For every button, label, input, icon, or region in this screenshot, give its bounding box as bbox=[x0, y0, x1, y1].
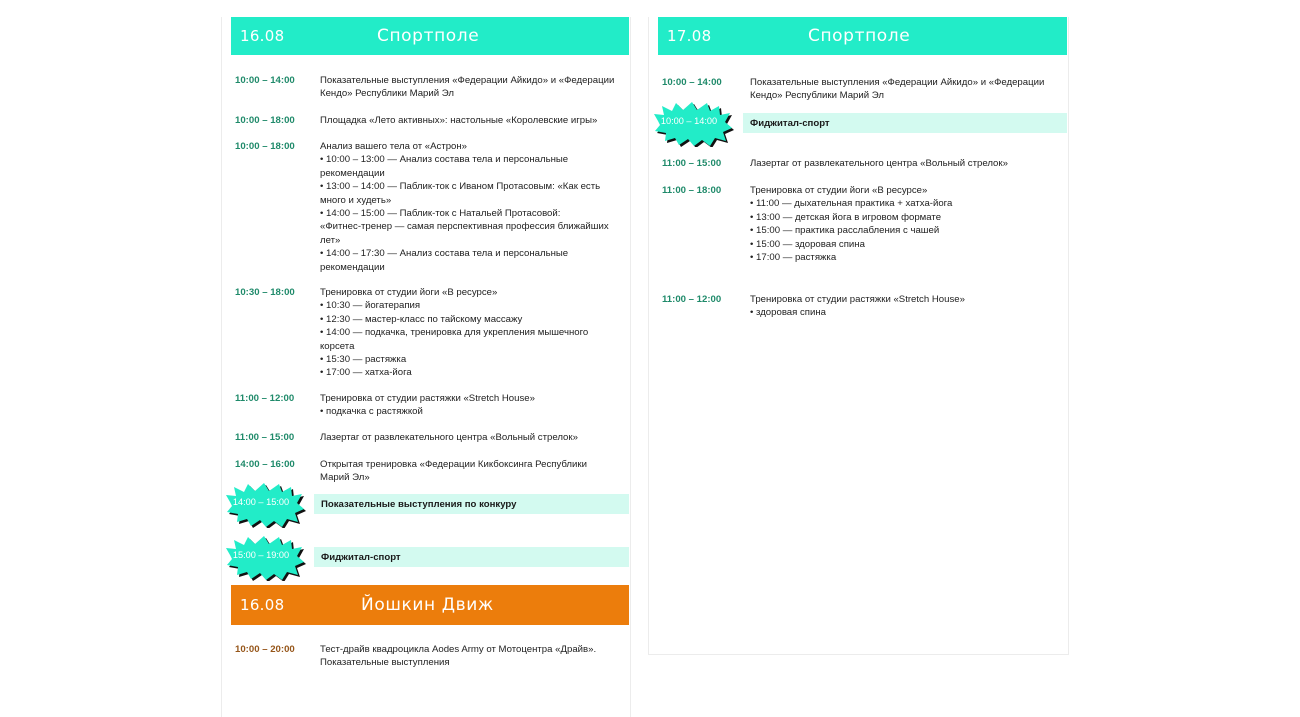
event-description-line: Кендо» Республики Марий Эл bbox=[320, 88, 454, 100]
section-date: 16.08 bbox=[240, 27, 285, 45]
burst-time: 14:00 – 15:00 bbox=[232, 497, 290, 507]
event-description-line: • подкачка с растяжкой bbox=[320, 406, 423, 418]
section-venue: Йошкин Движ bbox=[361, 595, 494, 615]
event-description-line: • 12:30 — мастер-класс по тайскому массажу bbox=[320, 313, 523, 325]
event-time: 11:00 – 12:00 bbox=[235, 393, 295, 404]
highlight-event-row bbox=[314, 547, 629, 567]
section-header-sportpole-16-08 bbox=[231, 17, 629, 55]
highlight-event-title: Фиджитал-спорт bbox=[750, 117, 830, 129]
event-time: 10:00 – 18:00 bbox=[235, 141, 295, 152]
section-venue: Спортполе bbox=[377, 26, 480, 46]
event-time: 10:00 – 20:00 bbox=[235, 644, 295, 655]
event-description bbox=[320, 114, 630, 127]
event-description-line: • 14:00 — подкачка, тренировка для укрепления мышечного bbox=[320, 327, 589, 339]
event-description-line: много и худеть» bbox=[320, 194, 392, 206]
event-description-line: • 15:00 — практика расслабления с чашей bbox=[750, 225, 940, 237]
event-description-line: лет» bbox=[320, 234, 341, 246]
event-description-line: Показательные выступления «Федерации Айкидо» и «Федерации bbox=[320, 75, 615, 86]
event-description-line: «Фитнес-тренер — самая перспективная профессия ближайших bbox=[320, 221, 609, 233]
event-description bbox=[750, 293, 1060, 320]
highlight-event-title: Показательные выступления по конкуру bbox=[321, 498, 517, 510]
event-description-line: Марий Эл» bbox=[320, 472, 370, 484]
event-description-line: • 17:00 — хатха-йога bbox=[320, 367, 412, 379]
time-burst-badge bbox=[224, 535, 304, 579]
event-time: 10:30 – 18:00 bbox=[235, 287, 295, 298]
event-description-line: корсета bbox=[320, 340, 355, 352]
event-description-line: Лазертаг от развлекательного центра «Вольный стрелок» bbox=[320, 432, 578, 443]
event-description-line: Тренировка от студии растяжки «Stretch House» bbox=[750, 294, 965, 305]
event-description-line: Лазертаг от развлекательного центра «Вольный стрелок» bbox=[750, 158, 1008, 169]
event-description-line: Анализ вашего тела от «Астрон» bbox=[320, 141, 468, 152]
event-description-line: Площадка «Лето активных»: настольные «Королевские игры» bbox=[320, 115, 598, 126]
event-description bbox=[750, 157, 1060, 170]
event-time: 11:00 – 15:00 bbox=[235, 432, 295, 443]
event-description-line: • 15:00 — здоровая спина bbox=[750, 238, 865, 250]
event-description-line: Показательные выступления «Федерации Айкидо» и «Федерации bbox=[750, 77, 1045, 88]
event-description-line: • 10:30 — йогатерапия bbox=[320, 300, 421, 312]
event-description bbox=[750, 184, 1060, 264]
section-date: 17.08 bbox=[667, 27, 712, 45]
highlight-event-title: Фиджитал-спорт bbox=[321, 551, 401, 563]
highlight-event-row bbox=[314, 494, 629, 514]
event-description-line: Открытая тренировка «Федерации Кикбоксинга Республики bbox=[320, 459, 587, 470]
section-header-yoshkin-dvizh-16-08 bbox=[231, 585, 629, 625]
event-description bbox=[750, 76, 1060, 103]
event-description bbox=[320, 643, 630, 670]
event-description-line: • 11:00 — дыхательная практика + хатха-йога bbox=[750, 198, 953, 210]
section-date: 16.08 bbox=[240, 596, 285, 614]
event-description-line: Тренировка от студии йоги «В ресурсе» bbox=[750, 185, 928, 196]
event-description-line: • 14:00 – 17:30 — Анализ состава тела и персональные bbox=[320, 248, 569, 260]
event-description bbox=[320, 286, 630, 380]
section-venue: Спортполе bbox=[808, 26, 911, 46]
event-description-line: Тренировка от студии растяжки «Stretch House» bbox=[320, 393, 535, 404]
event-description-line: Кендо» Республики Марий Эл bbox=[750, 90, 884, 102]
event-description bbox=[320, 431, 630, 444]
event-description-line: • здоровая спина bbox=[750, 307, 826, 319]
event-description bbox=[320, 74, 630, 101]
event-description-line: Тест-драйв квадроцикла Aodes Army от Мотоцентра «Драйв». bbox=[320, 644, 597, 655]
event-time: 11:00 – 12:00 bbox=[662, 294, 722, 305]
event-description-line: • 10:00 – 13:00 — Анализ состава тела и персональные bbox=[320, 154, 569, 166]
event-description-line: рекомендации bbox=[320, 261, 385, 273]
event-description-line: • 13:00 – 14:00 — Паблик-ток с Иваном Протасовым: «Как есть bbox=[320, 181, 601, 193]
event-time: 11:00 – 18:00 bbox=[662, 185, 722, 196]
event-description bbox=[320, 140, 630, 274]
event-description-line: Показательные выступления bbox=[320, 657, 450, 669]
event-description bbox=[320, 392, 630, 419]
event-time: 10:00 – 18:00 bbox=[235, 115, 295, 126]
section-header-sportpole-17-08 bbox=[658, 17, 1067, 55]
event-description-line: • 14:00 – 15:00 — Паблик-ток с Натальей Протасовой: bbox=[320, 208, 561, 220]
event-time: 10:00 – 14:00 bbox=[662, 77, 722, 88]
burst-time: 10:00 – 14:00 bbox=[660, 116, 718, 126]
time-burst-badge bbox=[652, 101, 732, 145]
burst-time: 15:00 – 19:00 bbox=[232, 550, 290, 560]
event-description-line: • 15:30 — растяжка bbox=[320, 354, 407, 366]
time-burst-badge bbox=[224, 482, 304, 526]
event-description bbox=[320, 458, 630, 485]
highlight-event-row bbox=[743, 113, 1067, 133]
event-description-line: рекомендации bbox=[320, 167, 385, 179]
event-description-line: • 13:00 — детская йога в игровом формате bbox=[750, 211, 942, 223]
event-time: 14:00 – 16:00 bbox=[235, 459, 295, 470]
event-description-line: Тренировка от студии йоги «В ресурсе» bbox=[320, 287, 498, 298]
event-time: 10:00 – 14:00 bbox=[235, 75, 295, 86]
event-time: 11:00 – 15:00 bbox=[662, 158, 722, 169]
event-description-line: • 17:00 — растяжка bbox=[750, 252, 837, 264]
